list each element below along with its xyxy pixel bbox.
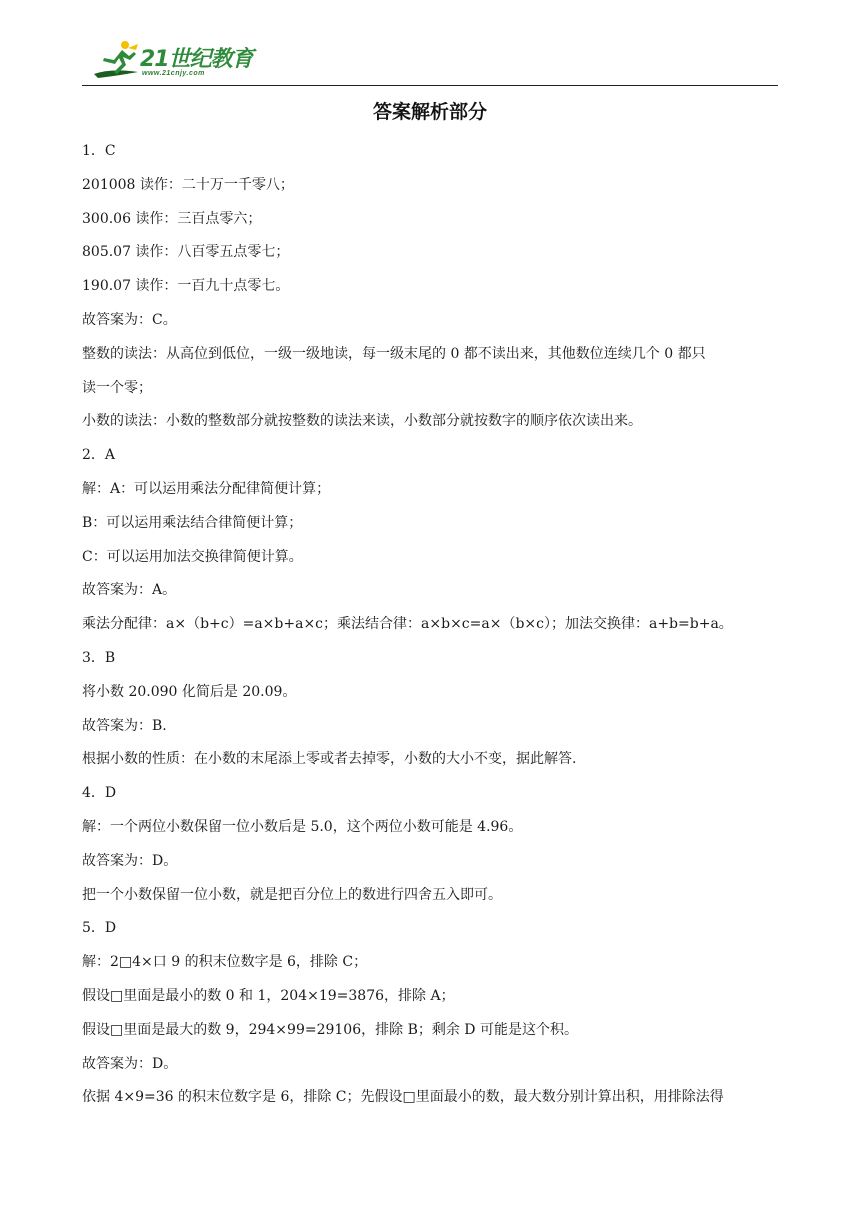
brand-name: 21世纪教育 bbox=[140, 47, 253, 72]
brand-url: www.21cnjy.com bbox=[142, 70, 205, 77]
answer-line: 解：A：可以运用乘法分配律简便计算； bbox=[82, 480, 331, 497]
answer-line: 假设□里面是最小的数 0 和 1，204×19=3876，排除 A； bbox=[82, 987, 455, 1004]
answer-line: 805.07 读作：八百零五点零七； bbox=[82, 244, 290, 261]
answer-line: 190.07 读作：一百九十点零七。 bbox=[82, 278, 290, 295]
running-man-icon bbox=[92, 38, 142, 82]
answer-line: 故答案为：C。 bbox=[82, 311, 177, 328]
answer-line: 乘法分配律：a×（b+c）=a×b+a×c；乘法结合律：a×b×c=a×（b×c）；加法交换律：a+b=b+a。 bbox=[82, 616, 733, 633]
answer-line: 故答案为：D。 bbox=[82, 852, 178, 869]
answer-line: 解：一个两位小数保留一位小数后是 5.0，这个两位小数可能是 4.96。 bbox=[82, 818, 523, 835]
answer-line: 读一个零； bbox=[82, 379, 152, 396]
answer-line: 300.06 读作：三百点零六； bbox=[82, 210, 262, 227]
page-title: 答案解析部分 bbox=[372, 101, 487, 123]
answer-line: 故答案为：A。 bbox=[82, 582, 177, 599]
logo bbox=[92, 38, 262, 82]
answer-line: 依据 4×9=36 的积末位数字是 6，排除 C；先假设□里面最小的数，最大数分别计算出积，用排除法得 bbox=[82, 1089, 724, 1106]
answer-line: 201008 读作：二十万一千零八； bbox=[82, 176, 294, 193]
answer-line: 整数的读法：从高位到低位，一级一级地读，每一级末尾的 0 都不读出来，其他数位连续几个 0 都只 bbox=[82, 345, 706, 362]
header-divider bbox=[82, 85, 778, 86]
answer-line: 5．D bbox=[82, 920, 117, 937]
answer-line: 根据小数的性质：在小数的末尾添上零或者去掉零，小数的大小不变，据此解答. bbox=[82, 751, 577, 768]
answer-line: 解：2□4×口 9 的积末位数字是 6，排除 C； bbox=[82, 954, 368, 971]
answer-line: B：可以运用乘法结合律简便计算； bbox=[82, 514, 303, 531]
answer-content bbox=[82, 135, 782, 1115]
answer-line: 1．C bbox=[82, 143, 116, 159]
answer-line: 把一个小数保留一位小数，就是把百分位上的数进行四舍五入即可。 bbox=[82, 886, 502, 903]
answer-line: 3．B bbox=[82, 649, 116, 666]
answer-line: 4．D bbox=[82, 785, 117, 802]
answer-line: 将小数 20.090 化简后是 20.09。 bbox=[82, 683, 297, 700]
answer-line: 小数的读法：小数的整数部分就按整数的读法来读，小数部分就按数字的顺序依次读出来。 bbox=[82, 413, 642, 430]
answer-line: 2．A bbox=[82, 447, 116, 464]
answer-line: C：可以运用加法交换律简便计算。 bbox=[82, 548, 303, 565]
answer-line: 故答案为：B. bbox=[82, 717, 167, 734]
answer-line: 假设□里面是最大的数 9，294×99=29106，排除 B；剩余 D 可能是这个积。 bbox=[82, 1021, 578, 1038]
answer-line: 故答案为：D。 bbox=[82, 1055, 178, 1072]
